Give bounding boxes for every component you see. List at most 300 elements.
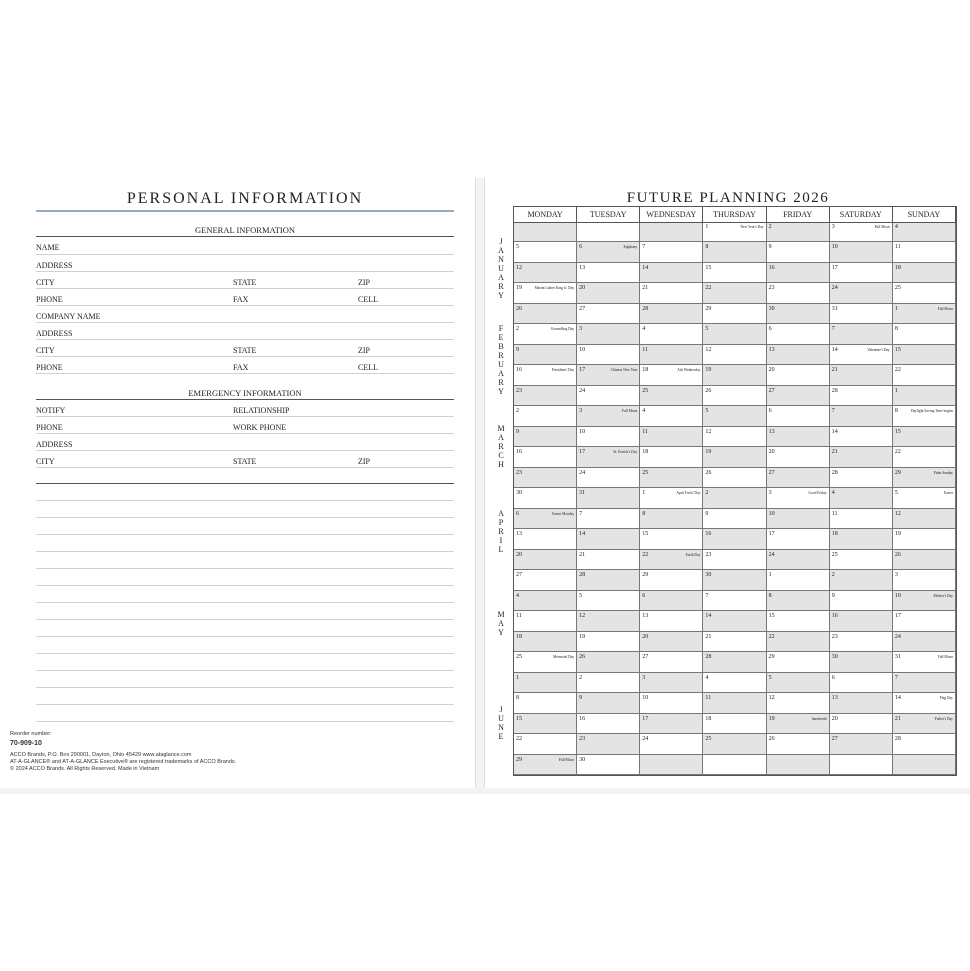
day-cell[interactable] xyxy=(767,693,830,713)
day-cell[interactable] xyxy=(577,447,640,467)
note-line[interactable] xyxy=(36,568,454,569)
day-cell[interactable] xyxy=(703,673,766,693)
day-cell[interactable] xyxy=(830,468,893,488)
company-label: COMPANY NAME xyxy=(36,312,101,321)
day-cell[interactable] xyxy=(703,509,766,529)
day-cell[interactable] xyxy=(640,591,703,611)
day-cell[interactable] xyxy=(640,755,703,775)
day-cell[interactable] xyxy=(577,324,640,344)
day-number: 8 xyxy=(516,695,519,702)
day-cell[interactable] xyxy=(640,406,703,426)
day-cell[interactable] xyxy=(893,755,956,775)
day-cell[interactable] xyxy=(577,632,640,652)
day-cell[interactable] xyxy=(577,693,640,713)
day-cell[interactable] xyxy=(830,570,893,590)
day-number: 23 xyxy=(831,633,838,640)
day-cell[interactable] xyxy=(577,509,640,529)
day-cell[interactable] xyxy=(577,611,640,631)
day-cell[interactable] xyxy=(767,632,830,652)
day-number: 29 xyxy=(705,305,712,312)
day-cell[interactable] xyxy=(893,652,956,672)
day-cell[interactable] xyxy=(830,242,893,262)
day-cell[interactable] xyxy=(577,570,640,590)
holiday-note: Flag Day xyxy=(939,696,953,701)
day-cell[interactable] xyxy=(767,427,830,447)
day-cell[interactable] xyxy=(830,714,893,734)
note-line[interactable] xyxy=(36,636,454,637)
day-number: 10 xyxy=(579,428,586,435)
day-cell[interactable] xyxy=(830,427,893,447)
day-number: 1 xyxy=(894,305,898,312)
day-number: 8 xyxy=(894,408,898,415)
day-number: 3 xyxy=(579,326,583,333)
day-number: 7 xyxy=(642,244,646,251)
emergency-address-line[interactable] xyxy=(36,450,454,451)
address-label: ADDRESS xyxy=(36,261,73,270)
day-cell[interactable] xyxy=(830,447,893,467)
day-cell[interactable] xyxy=(830,673,893,693)
day-number: 22 xyxy=(894,449,901,456)
note-line[interactable] xyxy=(36,551,454,552)
holiday-note: Full Moon xyxy=(937,655,953,660)
day-cell[interactable] xyxy=(767,550,830,570)
day-cell[interactable] xyxy=(640,304,703,324)
day-cell[interactable] xyxy=(640,509,703,529)
day-cell[interactable] xyxy=(514,755,577,775)
notify-line[interactable] xyxy=(36,416,454,417)
holiday-note: Good Friday xyxy=(808,491,827,496)
company-city-line[interactable] xyxy=(36,356,454,357)
day-cell[interactable] xyxy=(640,242,703,262)
day-cell[interactable] xyxy=(514,242,577,262)
day-cell[interactable] xyxy=(767,529,830,549)
day-cell[interactable] xyxy=(767,755,830,775)
day-number: 15 xyxy=(516,715,522,722)
day-cell[interactable] xyxy=(640,611,703,631)
day-cell[interactable] xyxy=(577,304,640,324)
day-cell[interactable] xyxy=(830,652,893,672)
note-line[interactable] xyxy=(36,687,454,688)
day-cell[interactable] xyxy=(577,652,640,672)
note-line[interactable] xyxy=(36,534,454,535)
day-cell[interactable] xyxy=(577,283,640,303)
emergency-phone-line[interactable] xyxy=(36,433,454,434)
day-cell[interactable] xyxy=(767,447,830,467)
day-cell[interactable] xyxy=(830,304,893,324)
day-cell[interactable] xyxy=(514,365,577,385)
day-cell[interactable] xyxy=(703,324,766,344)
day-cell[interactable] xyxy=(830,324,893,344)
day-cell[interactable] xyxy=(830,365,893,385)
day-cell[interactable] xyxy=(514,673,577,693)
day-cell[interactable] xyxy=(514,591,577,611)
day-cell[interactable] xyxy=(703,447,766,467)
day-cell[interactable] xyxy=(514,734,577,754)
day-cell[interactable] xyxy=(640,427,703,447)
emergency-city-line[interactable] xyxy=(36,467,454,468)
day-number: 17 xyxy=(579,449,586,456)
day-cell[interactable] xyxy=(514,468,577,488)
day-number: 9 xyxy=(705,510,709,517)
day-cell[interactable] xyxy=(767,365,830,385)
day-cell[interactable] xyxy=(703,714,766,734)
day-cell[interactable] xyxy=(830,529,893,549)
day-cell[interactable] xyxy=(893,488,956,508)
day-cell[interactable] xyxy=(830,283,893,303)
day-cell[interactable] xyxy=(577,468,640,488)
day-cell[interactable] xyxy=(640,529,703,549)
day-number: 22 xyxy=(894,367,901,374)
day-number: 13 xyxy=(579,264,586,271)
note-line[interactable] xyxy=(36,704,454,705)
address-line[interactable] xyxy=(36,271,454,272)
holiday-note: Mother's Day xyxy=(933,593,953,598)
note-line[interactable] xyxy=(36,619,454,620)
day-cell[interactable] xyxy=(893,427,956,447)
day-cell[interactable] xyxy=(577,734,640,754)
day-cell[interactable] xyxy=(577,222,640,242)
day-cell[interactable] xyxy=(830,611,893,631)
day-cell[interactable] xyxy=(514,488,577,508)
day-cell[interactable] xyxy=(703,468,766,488)
name-line[interactable] xyxy=(36,254,454,255)
day-cell[interactable] xyxy=(514,283,577,303)
day-cell[interactable] xyxy=(703,591,766,611)
day-cell[interactable] xyxy=(893,263,956,283)
day-cell[interactable] xyxy=(703,263,766,283)
day-cell[interactable] xyxy=(830,591,893,611)
day-number: 15 xyxy=(894,428,901,435)
day-cell[interactable] xyxy=(830,345,893,365)
day-cell[interactable] xyxy=(893,632,956,652)
day-cell[interactable] xyxy=(893,324,956,344)
day-cell[interactable] xyxy=(640,263,703,283)
day-cell[interactable] xyxy=(703,304,766,324)
company-fax-label: FAX xyxy=(233,363,249,372)
day-cell[interactable] xyxy=(893,570,956,590)
note-line[interactable] xyxy=(36,670,454,671)
cell-label: CELL xyxy=(358,295,378,304)
day-number: 20 xyxy=(768,449,775,456)
day-number: 26 xyxy=(516,305,522,312)
day-cell[interactable] xyxy=(514,570,577,590)
day-cell[interactable] xyxy=(640,283,703,303)
day-number: 12 xyxy=(768,695,775,702)
day-number: 4 xyxy=(516,592,519,599)
day-number: 16 xyxy=(705,531,712,538)
day-cell[interactable] xyxy=(893,693,956,713)
day-cell[interactable] xyxy=(830,222,893,242)
day-number: 20 xyxy=(768,367,775,374)
day-cell[interactable] xyxy=(514,427,577,447)
day-number: 19 xyxy=(579,633,586,640)
day-cell[interactable] xyxy=(577,591,640,611)
day-cell[interactable] xyxy=(893,406,956,426)
day-cell[interactable] xyxy=(514,632,577,652)
day-cell[interactable] xyxy=(830,632,893,652)
day-number: 14 xyxy=(642,264,649,271)
day-number: 9 xyxy=(516,428,519,435)
day-cell[interactable] xyxy=(640,468,703,488)
day-number: 30 xyxy=(705,572,712,579)
day-cell[interactable] xyxy=(703,386,766,406)
day-cell[interactable] xyxy=(767,283,830,303)
day-cell[interactable] xyxy=(893,611,956,631)
day-cell[interactable] xyxy=(703,529,766,549)
day-cell[interactable] xyxy=(577,714,640,734)
day-cell[interactable] xyxy=(767,714,830,734)
day-cell[interactable] xyxy=(893,529,956,549)
day-number: 3 xyxy=(831,224,835,230)
day-cell[interactable] xyxy=(514,345,577,365)
day-cell[interactable] xyxy=(577,427,640,447)
day-cell[interactable] xyxy=(640,324,703,344)
day-cell[interactable] xyxy=(514,406,577,426)
day-cell[interactable] xyxy=(767,242,830,262)
company-city-label: CITY xyxy=(36,346,55,355)
day-number: 2 xyxy=(705,490,709,497)
company-line[interactable] xyxy=(36,322,454,323)
day-number: 15 xyxy=(705,264,712,271)
day-number: 27 xyxy=(579,305,586,312)
day-number: 4 xyxy=(642,408,646,415)
day-cell[interactable] xyxy=(893,345,956,365)
day-cell[interactable] xyxy=(767,345,830,365)
day-number: 17 xyxy=(831,264,838,271)
day-cell[interactable] xyxy=(703,242,766,262)
day-number: 31 xyxy=(831,305,838,312)
day-cell[interactable] xyxy=(893,447,956,467)
city-label: CITY xyxy=(36,278,55,287)
day-cell[interactable] xyxy=(703,222,766,242)
city-line[interactable] xyxy=(36,288,454,289)
day-cell[interactable] xyxy=(703,693,766,713)
day-cell[interactable] xyxy=(640,693,703,713)
day-cell[interactable] xyxy=(640,632,703,652)
day-cell[interactable] xyxy=(767,263,830,283)
day-cell[interactable] xyxy=(893,468,956,488)
day-cell[interactable] xyxy=(893,242,956,262)
note-line[interactable] xyxy=(36,721,454,722)
day-cell[interactable] xyxy=(514,693,577,713)
day-cell[interactable] xyxy=(640,447,703,467)
day-cell[interactable] xyxy=(703,365,766,385)
day-cell[interactable] xyxy=(514,222,577,242)
day-cell[interactable] xyxy=(640,488,703,508)
day-cell[interactable] xyxy=(640,570,703,590)
day-cell[interactable] xyxy=(893,673,956,693)
day-cell[interactable] xyxy=(577,365,640,385)
day-cell[interactable] xyxy=(767,324,830,344)
day-number: 16 xyxy=(516,367,522,374)
day-cell[interactable] xyxy=(893,714,956,734)
day-cell[interactable] xyxy=(893,591,956,611)
day-cell[interactable] xyxy=(830,755,893,775)
day-cell[interactable] xyxy=(514,447,577,467)
day-header-tuesday: TUESDAY xyxy=(577,207,640,222)
day-number: 28 xyxy=(705,654,712,661)
day-cell[interactable] xyxy=(767,304,830,324)
day-number: 8 xyxy=(894,326,898,333)
day-cell[interactable] xyxy=(703,632,766,652)
day-cell[interactable] xyxy=(577,529,640,549)
company-phone-line[interactable] xyxy=(36,373,454,374)
day-number: 21 xyxy=(831,367,838,374)
day-cell[interactable] xyxy=(703,611,766,631)
note-line[interactable] xyxy=(36,500,454,501)
holiday-note: Easter xyxy=(944,491,953,496)
day-cell[interactable] xyxy=(767,734,830,754)
note-line[interactable] xyxy=(36,653,454,654)
day-cell[interactable] xyxy=(767,591,830,611)
day-cell[interactable] xyxy=(577,673,640,693)
day-cell[interactable] xyxy=(703,427,766,447)
day-cell[interactable] xyxy=(893,304,956,324)
day-cell[interactable] xyxy=(640,734,703,754)
day-cell[interactable] xyxy=(703,652,766,672)
day-cell[interactable] xyxy=(767,488,830,508)
note-line[interactable] xyxy=(36,585,454,586)
day-cell[interactable] xyxy=(577,488,640,508)
day-number: 11 xyxy=(894,244,901,251)
day-cell[interactable] xyxy=(703,406,766,426)
day-cell[interactable] xyxy=(577,345,640,365)
phone-line[interactable] xyxy=(36,305,454,306)
day-cell[interactable] xyxy=(893,365,956,385)
holiday-note: St. Patrick's Day xyxy=(613,450,638,455)
emergency-address-label: ADDRESS xyxy=(36,440,73,449)
day-number: 4 xyxy=(642,326,646,333)
day-number: 7 xyxy=(831,408,835,415)
day-number: 5 xyxy=(705,408,709,415)
day-number: 18 xyxy=(894,264,901,271)
holiday-note: Daylight Saving Time begins xyxy=(910,409,953,414)
day-header-saturday: SATURDAY xyxy=(830,207,893,222)
day-number: 20 xyxy=(831,715,838,722)
holiday-note: Valentine's Day xyxy=(867,347,890,352)
day-cell[interactable] xyxy=(640,673,703,693)
day-cell[interactable] xyxy=(577,406,640,426)
day-cell[interactable] xyxy=(703,734,766,754)
day-cell[interactable] xyxy=(767,673,830,693)
day-cell[interactable] xyxy=(893,734,956,754)
day-cell[interactable] xyxy=(640,345,703,365)
day-cell[interactable] xyxy=(830,386,893,406)
day-cell[interactable] xyxy=(640,222,703,242)
day-cell[interactable] xyxy=(767,222,830,242)
day-cell[interactable] xyxy=(830,693,893,713)
personal-info-page xyxy=(0,178,476,788)
day-cell[interactable] xyxy=(514,263,577,283)
day-cell[interactable] xyxy=(703,570,766,590)
day-cell[interactable] xyxy=(767,386,830,406)
day-number: 5 xyxy=(705,326,709,333)
header-rule xyxy=(514,222,956,223)
day-cell[interactable] xyxy=(514,324,577,344)
day-cell[interactable] xyxy=(703,755,766,775)
day-cell[interactable] xyxy=(767,570,830,590)
day-cell[interactable] xyxy=(577,755,640,775)
day-number: 28 xyxy=(831,469,838,476)
day-number: 24 xyxy=(768,551,775,558)
note-line[interactable] xyxy=(36,602,454,603)
day-cell[interactable] xyxy=(830,406,893,426)
day-header-thursday: THURSDAY xyxy=(703,207,766,222)
day-number: 2 xyxy=(768,224,772,230)
company-address-line[interactable] xyxy=(36,339,454,340)
day-cell[interactable] xyxy=(577,550,640,570)
day-cell[interactable] xyxy=(640,652,703,672)
day-cell[interactable] xyxy=(830,734,893,754)
holiday-note: Full Moon xyxy=(937,306,953,311)
day-cell[interactable] xyxy=(830,488,893,508)
holiday-note: Epiphany xyxy=(623,245,638,250)
name-label: NAME xyxy=(36,243,60,252)
day-cell[interactable] xyxy=(514,714,577,734)
day-cell[interactable] xyxy=(767,468,830,488)
day-cell[interactable] xyxy=(514,509,577,529)
day-cell[interactable] xyxy=(830,550,893,570)
month-label-april: A P R I L xyxy=(498,508,504,554)
day-cell[interactable] xyxy=(703,550,766,570)
day-cell[interactable] xyxy=(514,652,577,672)
day-number: 14 xyxy=(831,346,838,353)
day-cell[interactable] xyxy=(703,283,766,303)
day-cell[interactable] xyxy=(514,386,577,406)
day-cell[interactable] xyxy=(830,263,893,283)
day-cell[interactable] xyxy=(893,222,956,242)
day-number: 31 xyxy=(894,654,901,661)
day-number: 20 xyxy=(579,285,586,292)
holiday-note: Full Moon xyxy=(558,757,575,762)
day-cell[interactable] xyxy=(767,611,830,631)
day-cell[interactable] xyxy=(514,304,577,324)
day-cell[interactable] xyxy=(640,550,703,570)
day-cell[interactable] xyxy=(577,386,640,406)
day-cell[interactable] xyxy=(893,283,956,303)
day-number: 27 xyxy=(768,387,775,394)
day-number: 18 xyxy=(705,715,712,722)
day-cell[interactable] xyxy=(893,509,956,529)
day-number: 29 xyxy=(516,756,522,763)
day-cell[interactable] xyxy=(640,386,703,406)
day-number: 15 xyxy=(642,531,649,538)
day-cell[interactable] xyxy=(640,714,703,734)
day-number: 20 xyxy=(516,551,522,558)
footer-line-1: ACCO Brands, P.O. Box 290001, Dayton, Ohio 45429 www.ataglance.com xyxy=(10,752,192,758)
day-cell[interactable] xyxy=(703,345,766,365)
emergency-info-header: EMERGENCY INFORMATION xyxy=(188,388,302,398)
day-cell[interactable] xyxy=(767,509,830,529)
section-rule xyxy=(36,483,454,484)
day-cell[interactable] xyxy=(514,550,577,570)
day-cell[interactable] xyxy=(767,406,830,426)
note-line[interactable] xyxy=(36,517,454,518)
day-cell[interactable] xyxy=(514,611,577,631)
month-label-may: M A Y xyxy=(497,609,505,637)
phone-label: PHONE xyxy=(36,295,63,304)
day-cell[interactable] xyxy=(640,365,703,385)
day-cell[interactable] xyxy=(767,652,830,672)
day-cell[interactable] xyxy=(577,263,640,283)
day-cell[interactable] xyxy=(893,550,956,570)
day-cell[interactable] xyxy=(514,529,577,549)
day-number: 10 xyxy=(642,695,649,702)
day-cell[interactable] xyxy=(893,386,956,406)
day-cell[interactable] xyxy=(830,509,893,529)
day-cell[interactable] xyxy=(703,488,766,508)
day-cell[interactable] xyxy=(577,242,640,262)
